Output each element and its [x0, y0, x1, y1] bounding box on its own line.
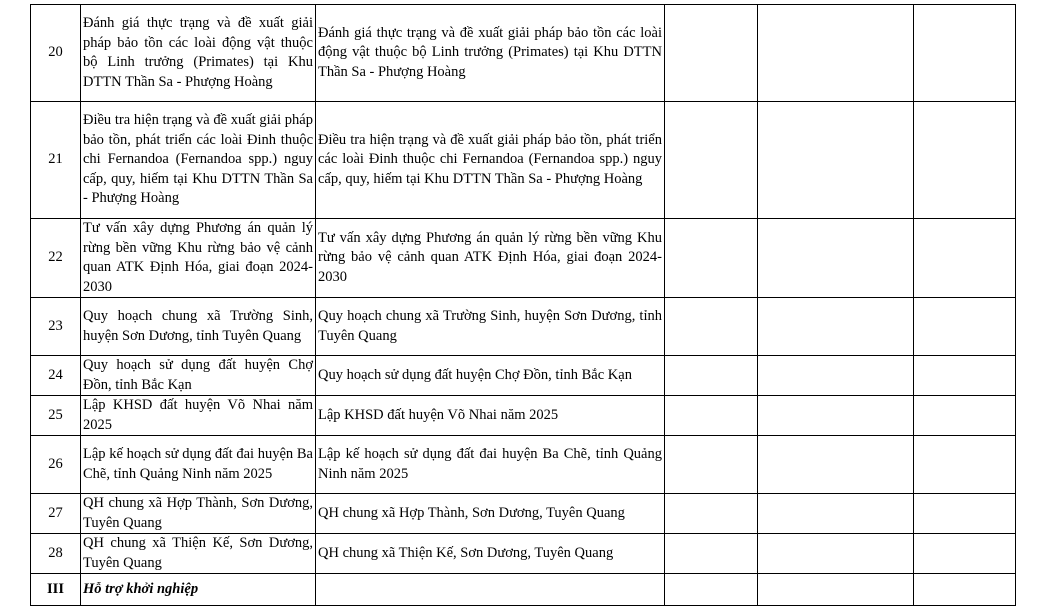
table-row [31, 298, 1016, 356]
table-row [31, 102, 1016, 219]
row-number: 24 [31, 356, 81, 396]
cell-col4 [758, 219, 914, 298]
cell-col4 [758, 436, 914, 494]
project-name: Tư vấn xây dựng Phương án quản lý rừng bền vững Khu rừng bảo vệ cảnh quan ATK Định Hóa, giai đoạn 2024-2030 [81, 219, 316, 298]
table-row [31, 219, 1016, 298]
project-name: QH chung xã Thiện Kế, Sơn Dương, Tuyên Quang [81, 534, 316, 574]
cell-col4 [758, 102, 914, 219]
cell-col3 [665, 219, 758, 298]
cell-col3 [665, 494, 758, 534]
section-description [316, 574, 665, 606]
project-description: QH chung xã Thiện Kế, Sơn Dương, Tuyên Quang [316, 534, 665, 574]
project-description: Lập kế hoạch sử dụng đất đai huyện Ba Chẽ, tỉnh Quảng Ninh năm 2025 [316, 436, 665, 494]
table-row [31, 356, 1016, 396]
cell-col3 [665, 396, 758, 436]
cell-col3 [665, 356, 758, 396]
cell-col5 [914, 102, 1016, 219]
project-name: Quy hoạch chung xã Trường Sinh, huyện Sơn Dương, tỉnh Tuyên Quang [81, 298, 316, 356]
project-table [30, 4, 1016, 606]
cell-col3 [665, 5, 758, 102]
row-number: 21 [31, 102, 81, 219]
cell-col5 [914, 396, 1016, 436]
cell-col3 [665, 102, 758, 219]
project-description: Quy hoạch chung xã Trường Sinh, huyện Sơn Dương, tỉnh Tuyên Quang [316, 298, 665, 356]
section-title: Hỗ trợ khởi nghiệp [81, 574, 316, 606]
row-number: 23 [31, 298, 81, 356]
cell-col4 [758, 534, 914, 574]
project-name: Lập kế hoạch sử dụng đất đai huyện Ba Chẽ, tỉnh Quảng Ninh năm 2025 [81, 436, 316, 494]
cell-col3 [665, 574, 758, 606]
project-name: QH chung xã Hợp Thành, Sơn Dương, Tuyên Quang [81, 494, 316, 534]
row-number: 28 [31, 534, 81, 574]
table-row [31, 436, 1016, 494]
cell-col5 [914, 436, 1016, 494]
project-description: Quy hoạch sử dụng đất huyện Chợ Đồn, tỉnh Bắc Kạn [316, 356, 665, 396]
cell-col4 [758, 356, 914, 396]
section-header-row [31, 574, 1016, 606]
table-row [31, 396, 1016, 436]
project-description: Lập KHSD đất huyện Võ Nhai năm 2025 [316, 396, 665, 436]
project-name: Quy hoạch sử dụng đất huyện Chợ Đồn, tỉnh Bắc Kạn [81, 356, 316, 396]
project-description: Điều tra hiện trạng và đề xuất giải pháp bảo tồn, phát triển các loài Đinh thuộc chi Fernandoa (Fernandoa spp.) nguy cấp, quy, hiếm tại Khu DTTN Thần Sa - Phượng Hoàng [316, 102, 665, 219]
cell-col4 [758, 396, 914, 436]
row-number: 26 [31, 436, 81, 494]
table-row [31, 494, 1016, 534]
cell-col5 [914, 356, 1016, 396]
cell-col3 [665, 436, 758, 494]
cell-col5 [914, 298, 1016, 356]
table-row [31, 534, 1016, 574]
row-number: 27 [31, 494, 81, 534]
row-number: 22 [31, 219, 81, 298]
cell-col5 [914, 5, 1016, 102]
cell-col3 [665, 534, 758, 574]
cell-col5 [914, 219, 1016, 298]
row-number: 25 [31, 396, 81, 436]
cell-col5 [914, 534, 1016, 574]
project-description: Đánh giá thực trạng và đề xuất giải pháp bảo tồn các loài động vật thuộc bộ Linh trưởng (Primates) tại Khu DTTN Thần Sa - Phượng Hoàng [316, 5, 665, 102]
table-row [31, 5, 1016, 102]
cell-col4 [758, 494, 914, 534]
document-sheet [30, 4, 1016, 606]
row-number: 20 [31, 5, 81, 102]
project-name: Đánh giá thực trạng và đề xuất giải pháp bảo tồn các loài động vật thuộc bộ Linh trưởng (Primates) tại Khu DTTN Thần Sa - Phượng Hoàng [81, 5, 316, 102]
project-description: Tư vấn xây dựng Phương án quản lý rừng bền vững Khu rừng bảo vệ cảnh quan ATK Định Hóa, giai đoạn 2024-2030 [316, 219, 665, 298]
project-name: Điều tra hiện trạng và đề xuất giải pháp bảo tồn, phát triển các loài Đinh thuộc chi Fernandoa (Fernandoa spp.) nguy cấp, quy, hiếm tại Khu DTTN Thần Sa - Phượng Hoàng [81, 102, 316, 219]
project-name: Lập KHSD đất huyện Võ Nhai năm 2025 [81, 396, 316, 436]
project-description: QH chung xã Hợp Thành, Sơn Dương, Tuyên Quang [316, 494, 665, 534]
section-number: III [31, 574, 81, 606]
cell-col5 [914, 494, 1016, 534]
cell-col5 [914, 574, 1016, 606]
cell-col4 [758, 5, 914, 102]
cell-col3 [665, 298, 758, 356]
cell-col4 [758, 298, 914, 356]
cell-col4 [758, 574, 914, 606]
